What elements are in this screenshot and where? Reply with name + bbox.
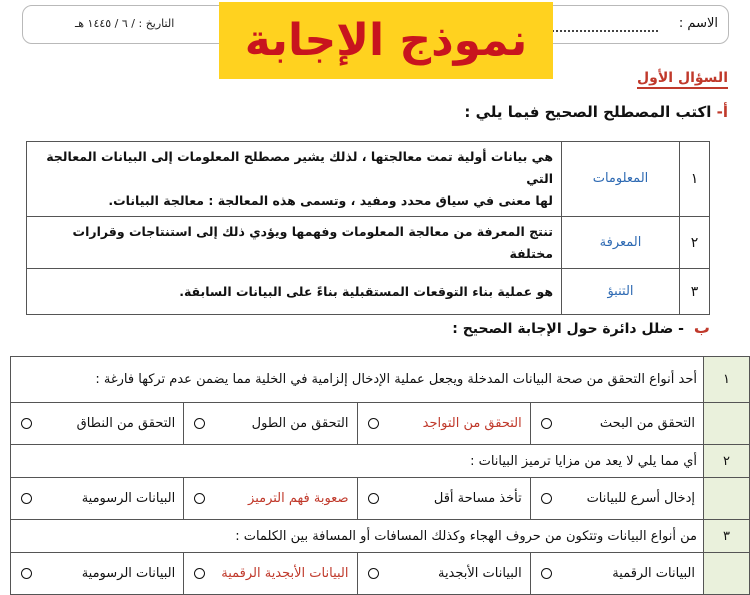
part-a-instruction	[464, 103, 728, 121]
radio-circle-icon[interactable]	[541, 568, 552, 579]
table-row	[27, 216, 710, 269]
question-row	[11, 520, 750, 553]
name-label: الاسم :	[678, 16, 718, 31]
option-cell[interactable]	[184, 553, 357, 595]
radio-circle-icon[interactable]	[21, 568, 32, 579]
definition-line: هو عملية بناء التوقعات المستقبلية بناءً على البيانات السابقة.	[179, 283, 553, 299]
option-cell[interactable]	[357, 478, 530, 520]
term-cell: المعلومات	[562, 142, 680, 217]
correct-option-text: التحقق من التواجد	[422, 416, 522, 431]
definition-cell	[27, 216, 562, 269]
definition-cell	[27, 142, 562, 217]
radio-circle-icon[interactable]	[194, 568, 205, 579]
radio-circle-icon[interactable]	[21, 493, 32, 504]
option-cell[interactable]	[357, 553, 530, 595]
radio-circle-icon[interactable]	[541, 418, 552, 429]
question-row	[11, 357, 750, 403]
radio-circle-icon[interactable]	[368, 418, 379, 429]
options-row	[11, 478, 750, 520]
answer-key-banner	[219, 2, 553, 79]
options-row	[11, 403, 750, 445]
correct-option-text: البيانات الأبجدية الرقمية	[221, 566, 349, 581]
option-text: تأخذ مساحة أقل	[433, 491, 522, 506]
question-text: أحد أنواع التحقق من صحة البيانات المدخلة ويجعل عملية الإدخال إلزامية في الخلية مما يضمن عدم تركها فارغة :	[11, 357, 704, 403]
question-number: ٣	[704, 520, 750, 553]
radio-circle-icon[interactable]	[368, 493, 379, 504]
option-cell[interactable]	[11, 403, 184, 445]
option-cell[interactable]	[184, 403, 357, 445]
option-text: البيانات الرقمية	[612, 566, 695, 581]
option-text: التحقق من البحث	[599, 416, 695, 431]
table-row	[27, 269, 710, 315]
radio-circle-icon[interactable]	[541, 493, 552, 504]
mcq-table	[10, 356, 750, 595]
question-number-cell	[704, 553, 750, 595]
options-row	[11, 553, 750, 595]
option-cell[interactable]	[11, 553, 184, 595]
radio-circle-icon[interactable]	[21, 418, 32, 429]
term-cell: المعرفة	[562, 216, 680, 269]
table-row	[27, 142, 710, 217]
question-number-cell	[704, 403, 750, 445]
definition-line: هي بيانات أولية تمت معالجتها ، لذلك يشير مصطلح المعلومات إلى البيانات المعالجة التي	[46, 149, 553, 186]
row-number: ٢	[680, 216, 710, 269]
radio-circle-icon[interactable]	[368, 568, 379, 579]
option-text: إدخال أسرع للبيانات	[586, 491, 695, 506]
banner-title: نموذج الإجابة	[244, 14, 528, 66]
option-text: التحقق من الطول	[251, 416, 349, 431]
part-b-letter: ب	[693, 318, 710, 337]
option-cell[interactable]	[530, 553, 703, 595]
question-number: ٢	[704, 445, 750, 478]
part-a-letter: أ-	[716, 103, 728, 121]
part-b-instruction	[452, 318, 710, 337]
correct-option-text: صعوبة فهم الترميز	[248, 491, 349, 506]
part-b-text: - ضلل دائرة حول الإجابة الصحيح :	[452, 321, 684, 337]
option-cell[interactable]	[530, 478, 703, 520]
definition-cell	[27, 269, 562, 315]
question-number-cell	[704, 478, 750, 520]
question-row	[11, 445, 750, 478]
terms-table	[26, 141, 710, 315]
row-number: ٣	[680, 269, 710, 315]
question-text: من أنواع البيانات وتتكون من حروف الهجاء وكذلك المسافات أو المسافة بين الكلمات :	[11, 520, 704, 553]
definition-line: لها معنى في سياق محدد ومفيد ، وتسمى هذه المعالجة : معالجة البيانات.	[108, 192, 553, 208]
term-cell: التنبؤ	[562, 269, 680, 315]
question-text: أي مما يلي لا يعد من مزايا ترميز البيانات :	[11, 445, 704, 478]
option-text: البيانات الأبجدية	[437, 566, 522, 581]
date-label: التاريخ : / ٦ / ١٤٤٥ هـ	[75, 17, 175, 30]
definition-line: تنتج المعرفة من معالجة المعلومات وفهمها ويؤدي ذلك إلى استنتاجات وقرارات مختلفة	[72, 223, 553, 261]
radio-circle-icon[interactable]	[194, 493, 205, 504]
option-cell[interactable]	[530, 403, 703, 445]
option-text: التحقق من النطاق	[76, 416, 176, 431]
option-text: البيانات الرسومية	[81, 566, 176, 581]
option-cell[interactable]	[11, 478, 184, 520]
question-number: ١	[704, 357, 750, 403]
part-a-text: اكتب المصطلح الصحيح فيما يلي :	[464, 103, 712, 121]
option-cell[interactable]	[184, 478, 357, 520]
option-text: البيانات الرسومية	[81, 491, 176, 506]
row-number: ١	[680, 142, 710, 217]
question-1-title: السؤال الأول	[637, 70, 728, 89]
radio-circle-icon[interactable]	[194, 418, 205, 429]
option-cell[interactable]	[357, 403, 530, 445]
